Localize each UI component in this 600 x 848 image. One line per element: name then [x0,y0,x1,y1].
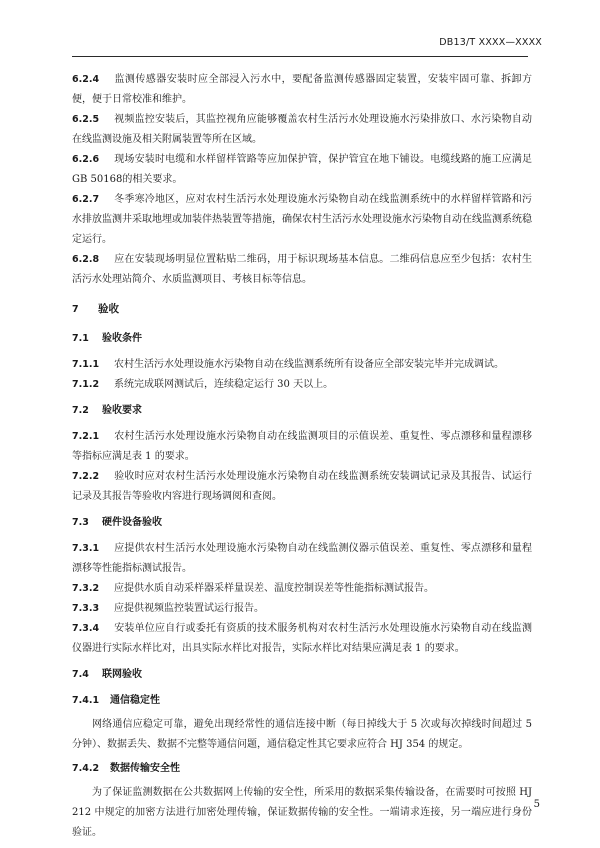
section-number: 7.2 [72,405,89,416]
section-heading-7-4-1 [72,691,532,711]
clause-7-2-1 [72,427,532,467]
clause-text: 应提供农村生活污水处理设施水污染物自动在线监测仪器示值误差、重复性、零点漂移和量程漂移等性能指标测试报告。 [72,543,532,574]
clause-6-2-7 [72,190,532,250]
clause-7-1-1 [72,355,532,375]
header-divider [72,56,528,57]
page-number: 5 [533,799,540,810]
clause-text: 视频监控安装后，其监控视角应能够覆盖农村生活污水处理设施水污染排放口、水污染物自动在线监测设施及相关附属装置等所在区域。 [72,114,532,145]
section-title: 联网验收 [102,669,142,680]
section-title: 硬件设备验收 [102,517,162,528]
clause-number: 6.2.4 [72,74,100,85]
section-number: 7 [72,304,79,315]
document-code: DB13/T XXXX—XXXX [439,37,542,48]
clause-7-1-2 [72,375,532,395]
clause-number: 7.1.1 [72,359,100,370]
clause-number: 7.3.1 [72,543,100,554]
clause-text: 现场安装时电缆和水样留样管路等应加保护管，保护管宜在地下铺设。电缆线路的施工应满足GB 50168的相关要求。 [72,154,532,185]
clause-text: 应在安装现场明显位置粘贴二维码，用于标识现场基本信息。二维码信息应至少包括：农村生活污水处理站简介、水质监测项目、考核目标等信息。 [72,254,532,285]
section-title: 验收条件 [102,333,142,344]
paragraph-7-4-2: 为了保证监测数据在公共数据网上传输的安全性，所采用的数据采集传输设备，在需要时可按照 HJ 212 中规定的加密方法进行加密处理传输，保证数据传输的安全性。一端请求连接，另一端应进行身份验证。 [72,787,532,838]
clause-number: 7.2.1 [72,431,100,442]
clause-7-3-3 [72,599,532,619]
clause-text: 安装单位应自行或委托有资质的技术服务机构对农村生活污水处理设施水污染物自动在线监测仪器进行实际水样比对，出具实际水样比对报告，实际水样比对结果应满足表 1 的要求。 [72,623,532,654]
section-number: 7.3 [72,517,89,528]
clause-text: 验收时应对农村生活污水处理设施水污染物自动在线监测系统安装调试记录及其报告、试运行记录及其报告等验收内容进行现场调阅和查阅。 [72,471,532,502]
clause-number: 6.2.5 [72,114,100,125]
clause-text: 应提供水质自动采样器采样量误差、温度控制误差等性能指标测试报告。 [114,583,434,594]
clause-text: 农村生活污水处理设施水污染物自动在线监测项目的示值误差、重复性、零点漂移和量程漂移等指标应满足表 1 的要求。 [72,431,532,462]
document-body [72,70,532,843]
paragraph-7-4-1: 网络通信应稳定可靠，避免出现经常性的通信连接中断（每日掉线大于 5 次或每次掉线时间超过 5 分钟）、数据丢失、数据不完整等通信问题，通信稳定性其它要求应符合 HJ 354 的规定。 [72,719,532,750]
clause-text: 冬季寒冷地区，应对农村生活污水处理设施水污染物自动在线监测系统中的水样留样管路和污水排放监测井采取地埋或加装伴热装置等措施，确保农村生活污水处理设施水污染物自动在线监测系统稳定运行。 [72,194,532,245]
clause-7-2-2 [72,467,532,507]
clause-number: 6.2.7 [72,194,100,205]
clause-6-2-8 [72,250,532,290]
clause-number: 7.2.2 [72,471,100,482]
clause-text: 农村生活污水处理设施水污染物自动在线监测系统所有设备应全部安装完毕并完成调试。 [114,359,504,370]
section-heading-7-1 [72,329,532,349]
clause-text: 应提供视频监控装置试运行报告。 [114,603,264,614]
clause-7-3-1 [72,539,532,579]
section-heading-7 [72,299,532,320]
section-heading-7-3 [72,513,532,533]
section-title: 验收要求 [102,405,142,416]
clause-7-3-4 [72,619,532,659]
section-title: 验收 [98,303,119,315]
section-heading-7-4 [72,665,532,685]
section-title: 通信稳定性 [110,695,160,706]
clause-number: 6.2.6 [72,154,100,165]
section-number: 7.1 [72,333,89,344]
section-title: 数据传输安全性 [110,763,180,774]
section-number: 7.4 [72,669,89,680]
clause-number: 6.2.8 [72,254,100,265]
clause-number: 7.1.2 [72,379,100,390]
clause-7-3-2 [72,579,532,599]
clause-number: 7.3.3 [72,603,100,614]
clause-6-2-5 [72,110,532,150]
section-heading-7-2 [72,401,532,421]
clause-text: 系统完成联网测试后，连续稳定运行 30 天以上。 [114,379,334,390]
section-number: 7.4.1 [72,695,100,706]
clause-number: 7.3.4 [72,623,100,634]
clause-number: 7.3.2 [72,583,100,594]
section-number: 7.4.2 [72,763,100,774]
section-heading-7-4-2 [72,759,532,779]
clause-6-2-4 [72,70,532,110]
clause-text: 监测传感器安装时应全部浸入污水中，要配备监测传感器固定装置，安装牢固可靠、拆卸方便，便于日常校准和维护。 [72,74,532,105]
clause-6-2-6 [72,150,532,190]
